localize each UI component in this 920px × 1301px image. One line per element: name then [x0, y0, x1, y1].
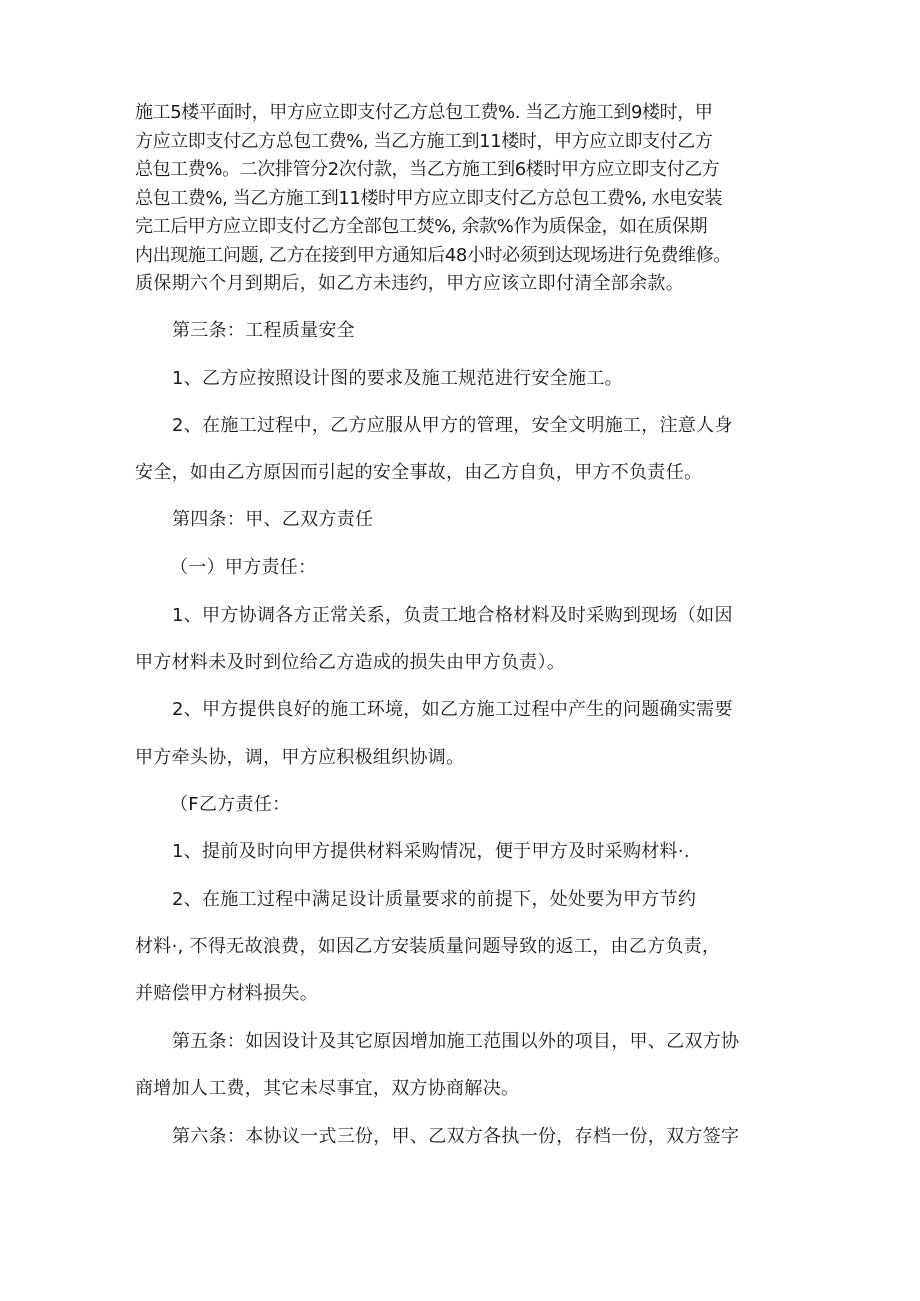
paragraph-line: 方应立即支付乙方总包工费%, 当乙方施工到11楼时，甲方应立即支付乙方 [135, 131, 713, 152]
paragraph-line: 施工5楼平面时，甲方应立即支付乙方总包工费%. 当乙方施工到9楼时，甲 [135, 102, 713, 123]
paragraph-line: 安全，如由乙方原因而引起的安全事故，由乙方自负，甲方不负责任。 [135, 462, 703, 483]
paragraph-line: 材料·, 不得无故浪费，如因乙方安装质量问题导致的返工，由乙方负责， [135, 936, 721, 957]
paragraph-line: 内出现施工问题, 乙方在接到甲方通知后48小时必须到达现场进行免费维修。 [135, 245, 731, 266]
section-heading-3: 第三条：工程质量安全 [172, 320, 355, 341]
section-heading-5: 第五条：如因设计及其它原因增加施工范围以外的项目，甲、乙双方协 [172, 1031, 740, 1052]
section-heading-6: 第六条：本协议一式三份，甲、乙双方各执一份，存档一份，双方签字 [172, 1126, 740, 1147]
subsection-heading: （一）甲方责任： [170, 557, 317, 578]
paragraph-line: 总包工费%。二次排管分2次付款，当乙方施工到6楼时甲方应立即支付乙方 [135, 159, 720, 180]
subsection-heading: （F乙方责任： [170, 794, 291, 815]
paragraph-line: 甲方材料未及时到位给乙方造成的损失由甲方负责）。 [135, 652, 566, 673]
paragraph-line: 质保期六个月到期后，如乙方未违约，甲方应该立即付清全部余款。 [135, 273, 684, 294]
paragraph-line: 并赔偿甲方材料损失。 [135, 983, 318, 1004]
clause-item: 1、乙方应按照设计图的要求及施工规范进行安全施工。 [172, 368, 623, 389]
clause-item: 2、甲方提供良好的施工环境，如乙方施工过程中产生的问题确实需要 [172, 699, 733, 720]
paragraph-line: 甲方牵头协，调，甲方应积极组织协调。 [135, 747, 465, 768]
clause-item: 1、提前及时向甲方提供材料采购情况，便于甲方及时采购材料·. [172, 841, 690, 862]
paragraph-line: 总包工费%, 当乙方施工到11楼时甲方应立即支付乙方总包工费%, 水电安装 [135, 188, 723, 209]
clause-item: 1、甲方协调各方正常关系，负责工地合格材料及时采购到现场（如因 [172, 605, 733, 626]
clause-item: 2、在施工过程中，乙方应服从甲方的管理，安全文明施工，注意人身 [172, 415, 733, 436]
paragraph-line: 完工后甲方应立即支付乙方全部包工焚%, 余款%作为质保金，如在质保期 [135, 216, 708, 237]
section-heading-4: 第四条：甲、乙双方责任 [172, 509, 374, 530]
clause-item: 2、在施工过程中满足设计质量要求的前提下，处处要为甲方节约 [172, 889, 697, 910]
paragraph-line: 商增加人工费，其它未尽事宜，双方协商解决。 [135, 1078, 520, 1099]
